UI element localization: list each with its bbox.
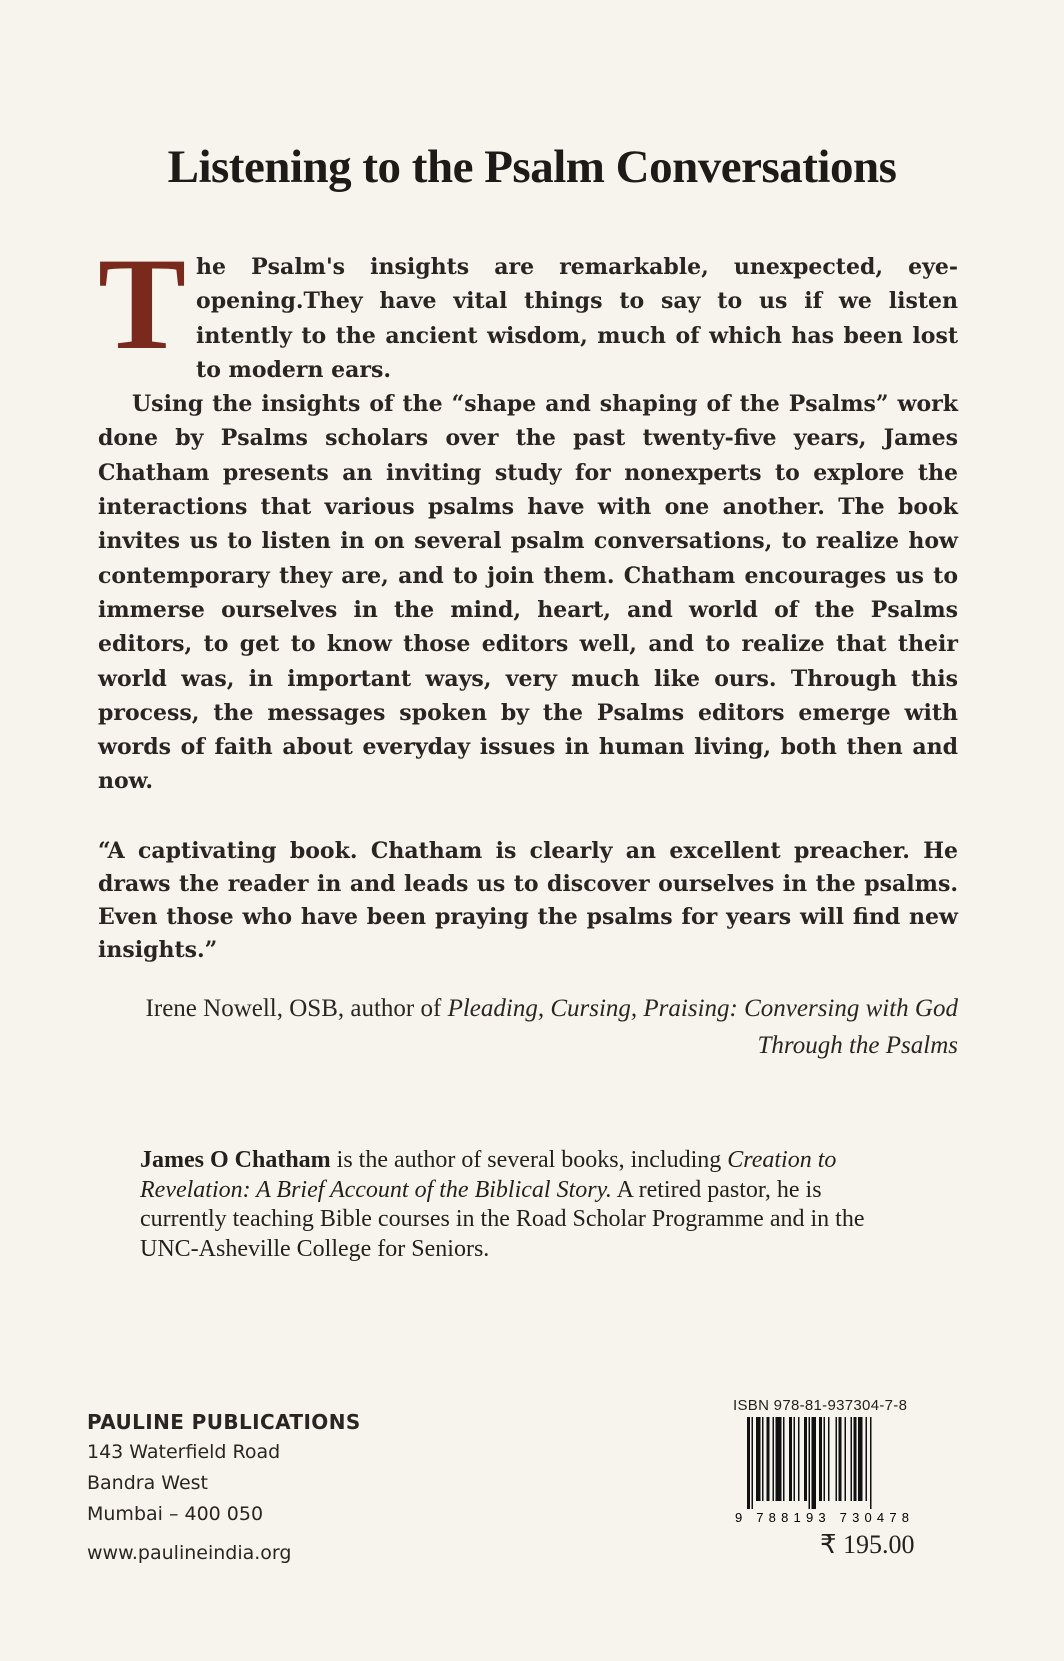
author-book-title: Creation to Revelation: A Brief Account of the Biblical Story.	[140, 1147, 837, 1203]
barcode-bar	[756, 1417, 761, 1501]
author-bio	[140, 1146, 908, 1264]
author-name: James O Chatham	[140, 1147, 331, 1173]
barcode-bar	[870, 1417, 872, 1509]
barcode-bar	[812, 1417, 817, 1509]
description-paragraph-2: Using the insights of the “shape and shaping of the Psalms” work done by Psalms scholars over the past twenty-five years, James Chatham presents an inviting study for nonexperts to explore the interactions that various psalms have with one another. The book invites us to listen in on several psalm conversations, to realize how contemporary they are, and to join them. Chatham encourages us to immerse ourselves in the mind, heart, and world of the Psalms editors, to get to know those editors well, and to realize that their world was, in important ways, very much like ours. Through this process, the messages spoken by the Psalms editors emerge with words of faith about everyday issues in human living, both then and now.	[98, 391, 958, 795]
attribution-prefix: Irene Nowell, OSB, author of	[145, 995, 448, 1022]
barcode-bar	[767, 1417, 770, 1501]
barcode-bar	[798, 1417, 800, 1501]
description-paragraph-1: he Psalm's insights are remarkable, unexpected, eye-opening.They have vital things to say to us if we listen intently to the ancient wisdom, much of which has been lost to modern ears.	[196, 254, 958, 383]
barcode-bar	[824, 1417, 826, 1501]
barcode-bar	[839, 1417, 842, 1501]
barcode-bar	[776, 1417, 782, 1501]
publisher-name: PAULINE PUBLICATIONS	[87, 1410, 361, 1434]
barcode-bars	[747, 1417, 872, 1509]
barcode-bar	[858, 1417, 863, 1501]
barcode-bar	[836, 1417, 838, 1501]
isbn-label: ISBN 978-81-937304-7-8	[733, 1397, 908, 1414]
publisher-address-line: Mumbai – 400 050	[87, 1503, 264, 1525]
barcode-bar	[809, 1417, 811, 1509]
barcode-bar	[747, 1417, 750, 1509]
author-bio-text-2: A retired pastor, he is currently teaching Bible courses in the Road Scholar Programme and in the UNC-Asheville College for Seniors.	[140, 1176, 865, 1262]
publisher-address-line: Bandra West	[87, 1472, 208, 1494]
endorsement-attribution	[98, 990, 958, 1064]
barcode-bar	[851, 1417, 853, 1501]
book-title: Listening to the Psalm Conversations	[167, 141, 897, 193]
barcode-bar	[789, 1417, 792, 1501]
barcode-bar	[866, 1417, 868, 1501]
barcode-bar	[752, 1417, 754, 1509]
author-bio-text-1: is the author of several books, including	[330, 1147, 728, 1173]
barcode-bar	[804, 1417, 807, 1501]
book-description	[98, 230, 958, 799]
publisher-website: www.paulineindia.org	[87, 1542, 292, 1564]
barcode-bar	[854, 1417, 857, 1501]
barcode-bar	[783, 1417, 785, 1501]
attribution-title: Pleading, Cursing, Praising: Conversing with God Through the Psalms	[447, 995, 958, 1059]
barcode-bar	[762, 1417, 764, 1501]
barcode-bar	[845, 1417, 847, 1501]
barcode-bar	[794, 1417, 796, 1501]
drop-cap: T	[98, 230, 187, 377]
price: ₹ 195.00	[820, 1530, 915, 1559]
endorsement-quote: “A captivating book. Chatham is clearly an excellent preacher. He draws the reader in and leads us to discover ourselves in the psalms. Even those who have been praying the psalms for years will find new insights.”	[98, 838, 958, 963]
barcode-bar	[819, 1417, 822, 1501]
barcode	[733, 1417, 941, 1527]
barcode-bar	[773, 1417, 775, 1501]
publisher-address-line: 143 Waterfield Road	[87, 1441, 281, 1463]
publisher-block	[87, 1407, 361, 1569]
barcode-bar	[828, 1417, 830, 1501]
barcode-digits: 9 788193 730478	[735, 1510, 915, 1525]
